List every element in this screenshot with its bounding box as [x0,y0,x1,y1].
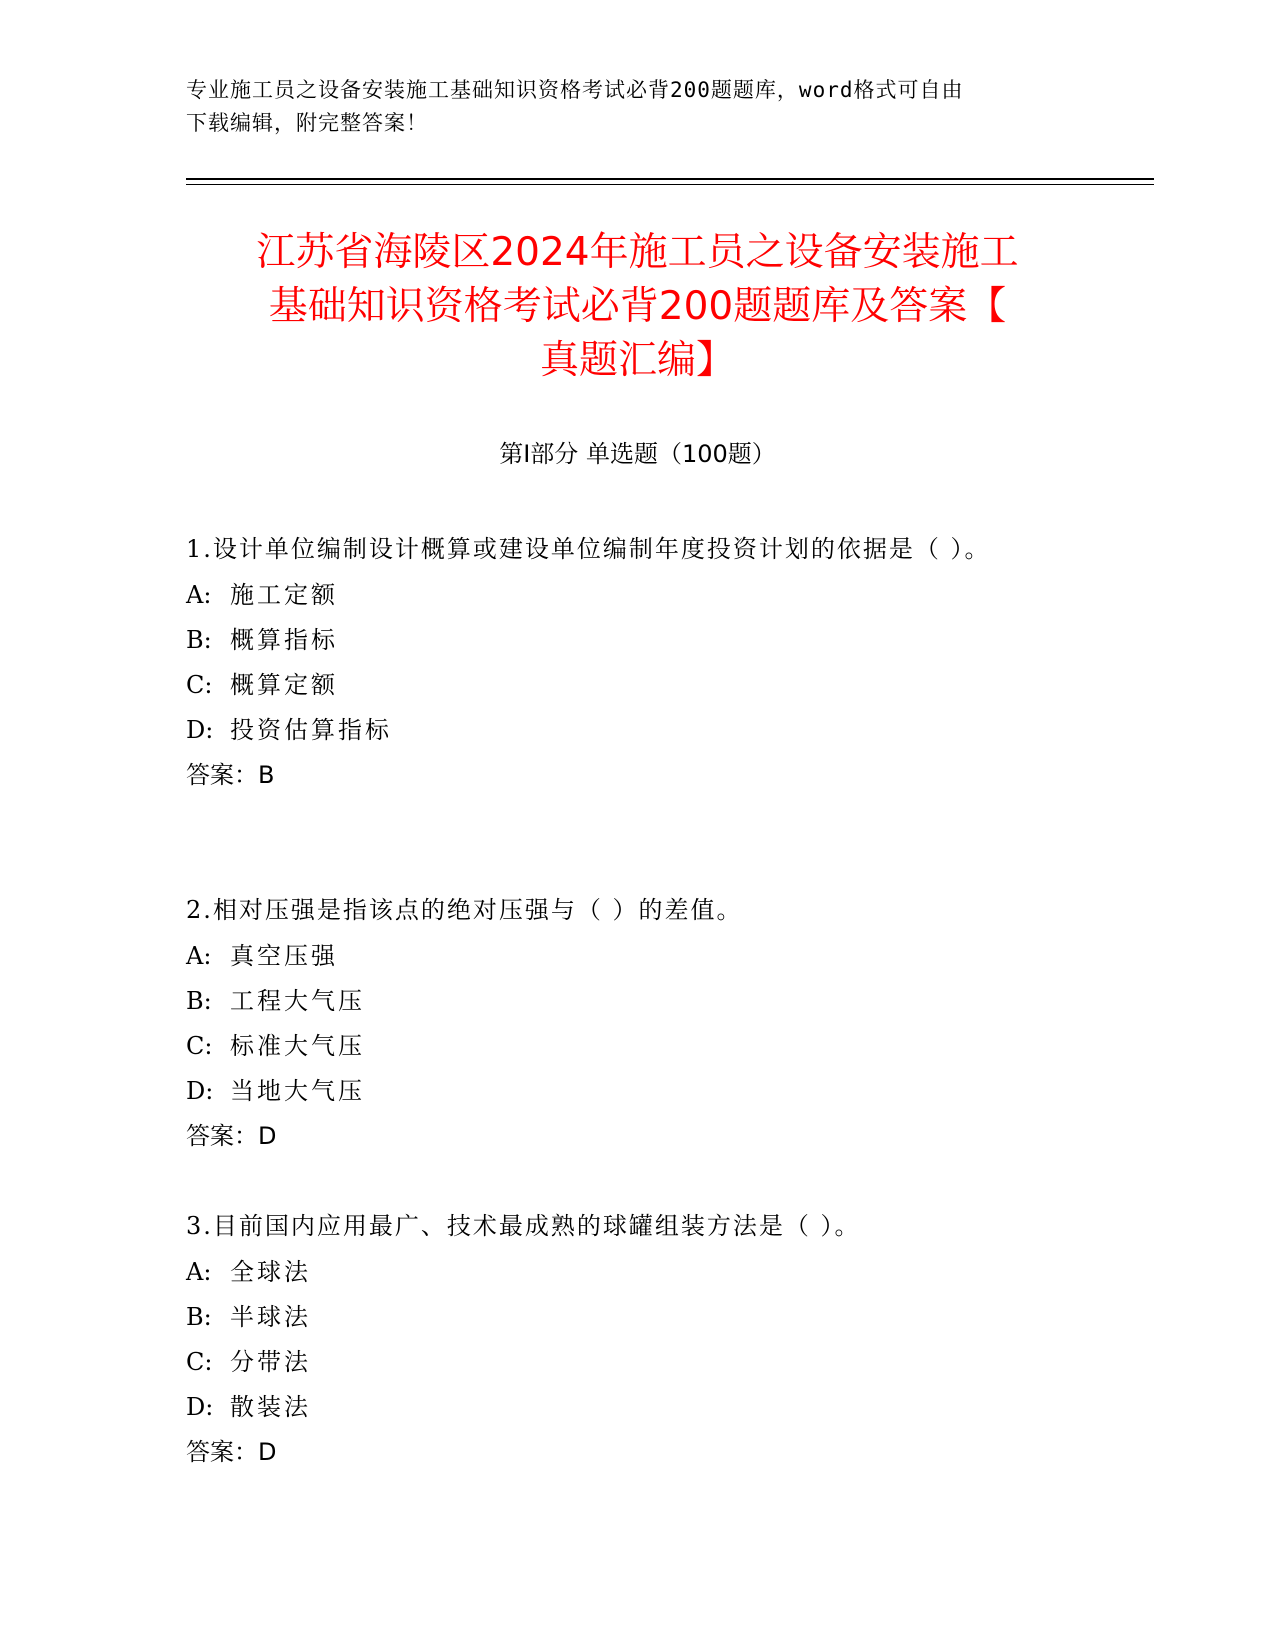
option-b [186,979,1086,1024]
header-divider-thick [186,178,1154,180]
option-text: 半球法 [230,1303,311,1331]
question-1 [186,525,1086,798]
header-note-line-2: 下载编辑，附完整答案！ [186,111,428,135]
question-stem: 2.相对压强是指该点的绝对压强与（ ）的差值。 [186,896,743,924]
option-letter: D: [186,716,214,744]
header-note-line-1: 专业施工员之设备安装施工基础知识资格考试必背200题题库，word格式可自由 [186,78,964,102]
document-title-line-2: 基础知识资格考试必背200题题库及答案【 [268,284,1007,329]
option-b [186,1295,1086,1340]
answer-line: 答案：B [186,761,275,789]
option-text: 散装法 [230,1393,311,1421]
option-text: 工程大气压 [230,987,365,1015]
option-letter: C: [186,671,213,699]
option-b [186,618,1086,663]
question-stem: 1.设计单位编制设计概算或建设单位编制年度投资计划的依据是（ ）。 [186,535,991,563]
option-text: 标准大气压 [230,1032,365,1060]
option-letter: C: [186,1032,213,1060]
option-letter: D: [186,1077,214,1105]
option-letter: A: [186,1258,212,1286]
header-note [186,74,1066,140]
document-title-line-1: 江苏省海陵区2024年施工员之设备安装施工 [256,230,1019,275]
option-letter: B: [186,626,212,654]
option-c [186,663,1086,708]
option-text: 分带法 [230,1348,311,1376]
option-c [186,1024,1086,1069]
document-title [150,226,1125,388]
option-letter: D: [186,1393,214,1421]
option-text: 施工定额 [230,581,338,609]
option-d [186,708,1086,753]
question-stem: 3.目前国内应用最广、技术最成熟的球罐组装方法是（ ）。 [186,1212,861,1240]
option-letter: B: [186,987,212,1015]
option-text: 当地大气压 [230,1077,365,1105]
section-title: 第Ⅰ部分 单选题（100题） [499,440,776,468]
option-letter: B: [186,1303,212,1331]
option-text: 投资估算指标 [230,716,392,744]
question-3 [186,1202,1086,1475]
option-text: 概算指标 [230,626,338,654]
option-letter: A: [186,942,212,970]
option-d [186,1069,1086,1114]
option-letter: C: [186,1348,213,1376]
document-title-line-3: 真题汇编】 [539,338,735,383]
option-text: 真空压强 [230,942,338,970]
option-text: 全球法 [230,1258,311,1286]
header-divider-thin [186,184,1154,185]
option-d [186,1385,1086,1430]
answer-line: 答案：D [186,1122,277,1150]
question-2 [186,886,1086,1159]
option-text: 概算定额 [230,671,338,699]
option-a [186,573,1086,618]
option-a [186,934,1086,979]
option-c [186,1340,1086,1385]
answer-line: 答案：D [186,1438,277,1466]
option-letter: A: [186,581,212,609]
option-a [186,1250,1086,1295]
